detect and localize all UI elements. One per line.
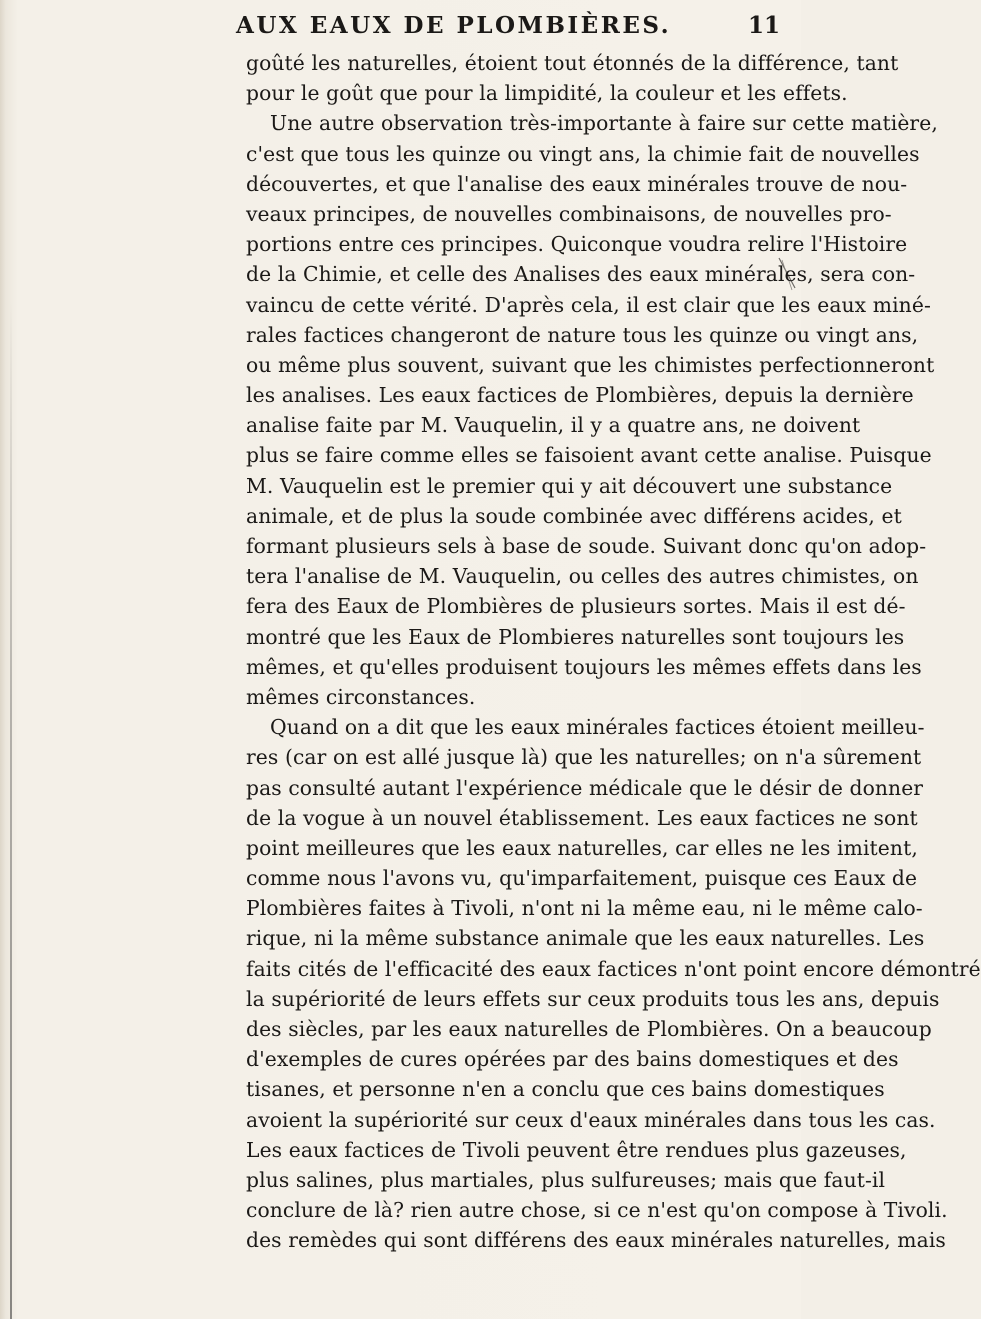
text-line: pas consulté autant l'expérience médicale que le désir de donner: [246, 775, 924, 800]
text-line: les analises. Les eaux factices de Plombières, depuis la dernière: [246, 383, 914, 408]
text-line: plus salines, plus martiales, plus sulfureuses; mais que faut-il: [246, 1167, 886, 1192]
running-head: AUX EAUX DE PLOMBIÈRES.: [236, 12, 672, 39]
text-line: tera l'analise de M. Vauquelin, ou celles des autres chimistes, on: [246, 564, 919, 589]
text-line: mêmes circonstances.: [246, 684, 476, 709]
text-line: rique, ni la même substance animale que les eaux naturelles. Les: [246, 926, 925, 951]
text-line: c'est que tous les quinze ou vingt ans, la chimie fait de nouvelles: [246, 141, 920, 166]
text-line: la supériorité de leurs effets sur ceux produits tous les ans, depuis: [246, 986, 940, 1011]
text-line: plus se faire comme elles se faisoient avant cette analise. Puisque: [246, 443, 932, 468]
text-line: Les eaux factices de Tivoli peuvent être rendues plus gazeuses,: [246, 1137, 907, 1162]
text-line: point meilleures que les eaux naturelles, car elles ne les imitent,: [246, 835, 918, 860]
text-line: de la vogue à un nouvel établissement. Les eaux factices ne sont: [246, 805, 918, 830]
text-line: M. Vauquelin est le premier qui y ait découvert une substance: [246, 473, 893, 498]
text-line: goûté les naturelles, étoient tout étonnés de la différence, tant: [246, 51, 899, 75]
text-line: comme nous l'avons vu, qu'imparfaitement, puisque ces Eaux de: [246, 866, 918, 891]
text-line: analise faite par M. Vauquelin, il y a quatre ans, ne doivent: [246, 413, 861, 438]
gutter-shadow: [10, 300, 12, 1319]
text-line: tisanes, et personne n'en a conclu que ces bains domestiques: [246, 1077, 885, 1102]
text-line: portions entre ces principes. Quiconque voudra relire l'Histoire: [246, 232, 908, 257]
text-line: avoient la supériorité sur ceux d'eaux minérales dans tous les cas.: [246, 1107, 936, 1132]
text-line: Plombières faites à Tivoli, n'ont ni la même eau, ni le même calo-: [246, 896, 923, 921]
text-line: des siècles, par les eaux naturelles de Plombières. On a beaucoup: [246, 1017, 932, 1041]
text-line: faits cités de l'efficacité des eaux factices n'ont point encore démontré: [246, 956, 981, 981]
text-line: res (car on est allé jusque là) que les naturelles; on n'a sûrement: [246, 745, 922, 770]
text-line: Quand on a dit que les eaux minérales factices étoient meilleu-: [270, 715, 925, 740]
page-number: 11: [748, 12, 781, 39]
body-text: [246, 48, 981, 1256]
page-header: [0, 12, 801, 46]
text-line: fera des Eaux de Plombières de plusieurs sortes. Mais il est dé-: [246, 594, 906, 619]
text-line: ou même plus souvent, suivant que les chimistes perfectionneront: [246, 352, 935, 377]
text-line: de la Chimie, et celle des Analises des eaux minérales, sera con-: [246, 262, 916, 287]
text-line: conclure de là? rien autre chose, si ce n'est qu'on compose à Tivoli.: [246, 1198, 948, 1223]
text-line: animale, et de plus la soude combinée avec différens acides, et: [246, 503, 902, 528]
text-line: d'exemples de cures opérées par des bains domestiques et des: [246, 1047, 899, 1072]
text-line: pour le goût que pour la limpidité, la couleur et les effets.: [246, 81, 848, 106]
text-line: montré que les Eaux de Plombieres naturelles sont toujours les: [246, 624, 905, 649]
text-line: mêmes, et qu'elles produisent toujours les mêmes effets dans les: [246, 654, 922, 679]
text-line: découvertes, et que l'analise des eaux minérales trouve de nou-: [246, 171, 908, 196]
text-line: Une autre observation très-importante à faire sur cette matière,: [270, 111, 938, 136]
text-line: formant plusieurs sels à base de soude. Suivant donc qu'on adop-: [246, 534, 927, 558]
text-line: des remèdes qui sont différens des eaux minérales naturelles, mais: [246, 1228, 946, 1253]
text-line: rales factices changeront de nature tous les quinze ou vingt ans,: [246, 322, 919, 347]
text-line: vaincu de cette vérité. D'après cela, il est clair que les eaux miné-: [246, 292, 931, 317]
text-line: veaux principes, de nouvelles combinaisons, de nouvelles pro-: [246, 201, 892, 226]
